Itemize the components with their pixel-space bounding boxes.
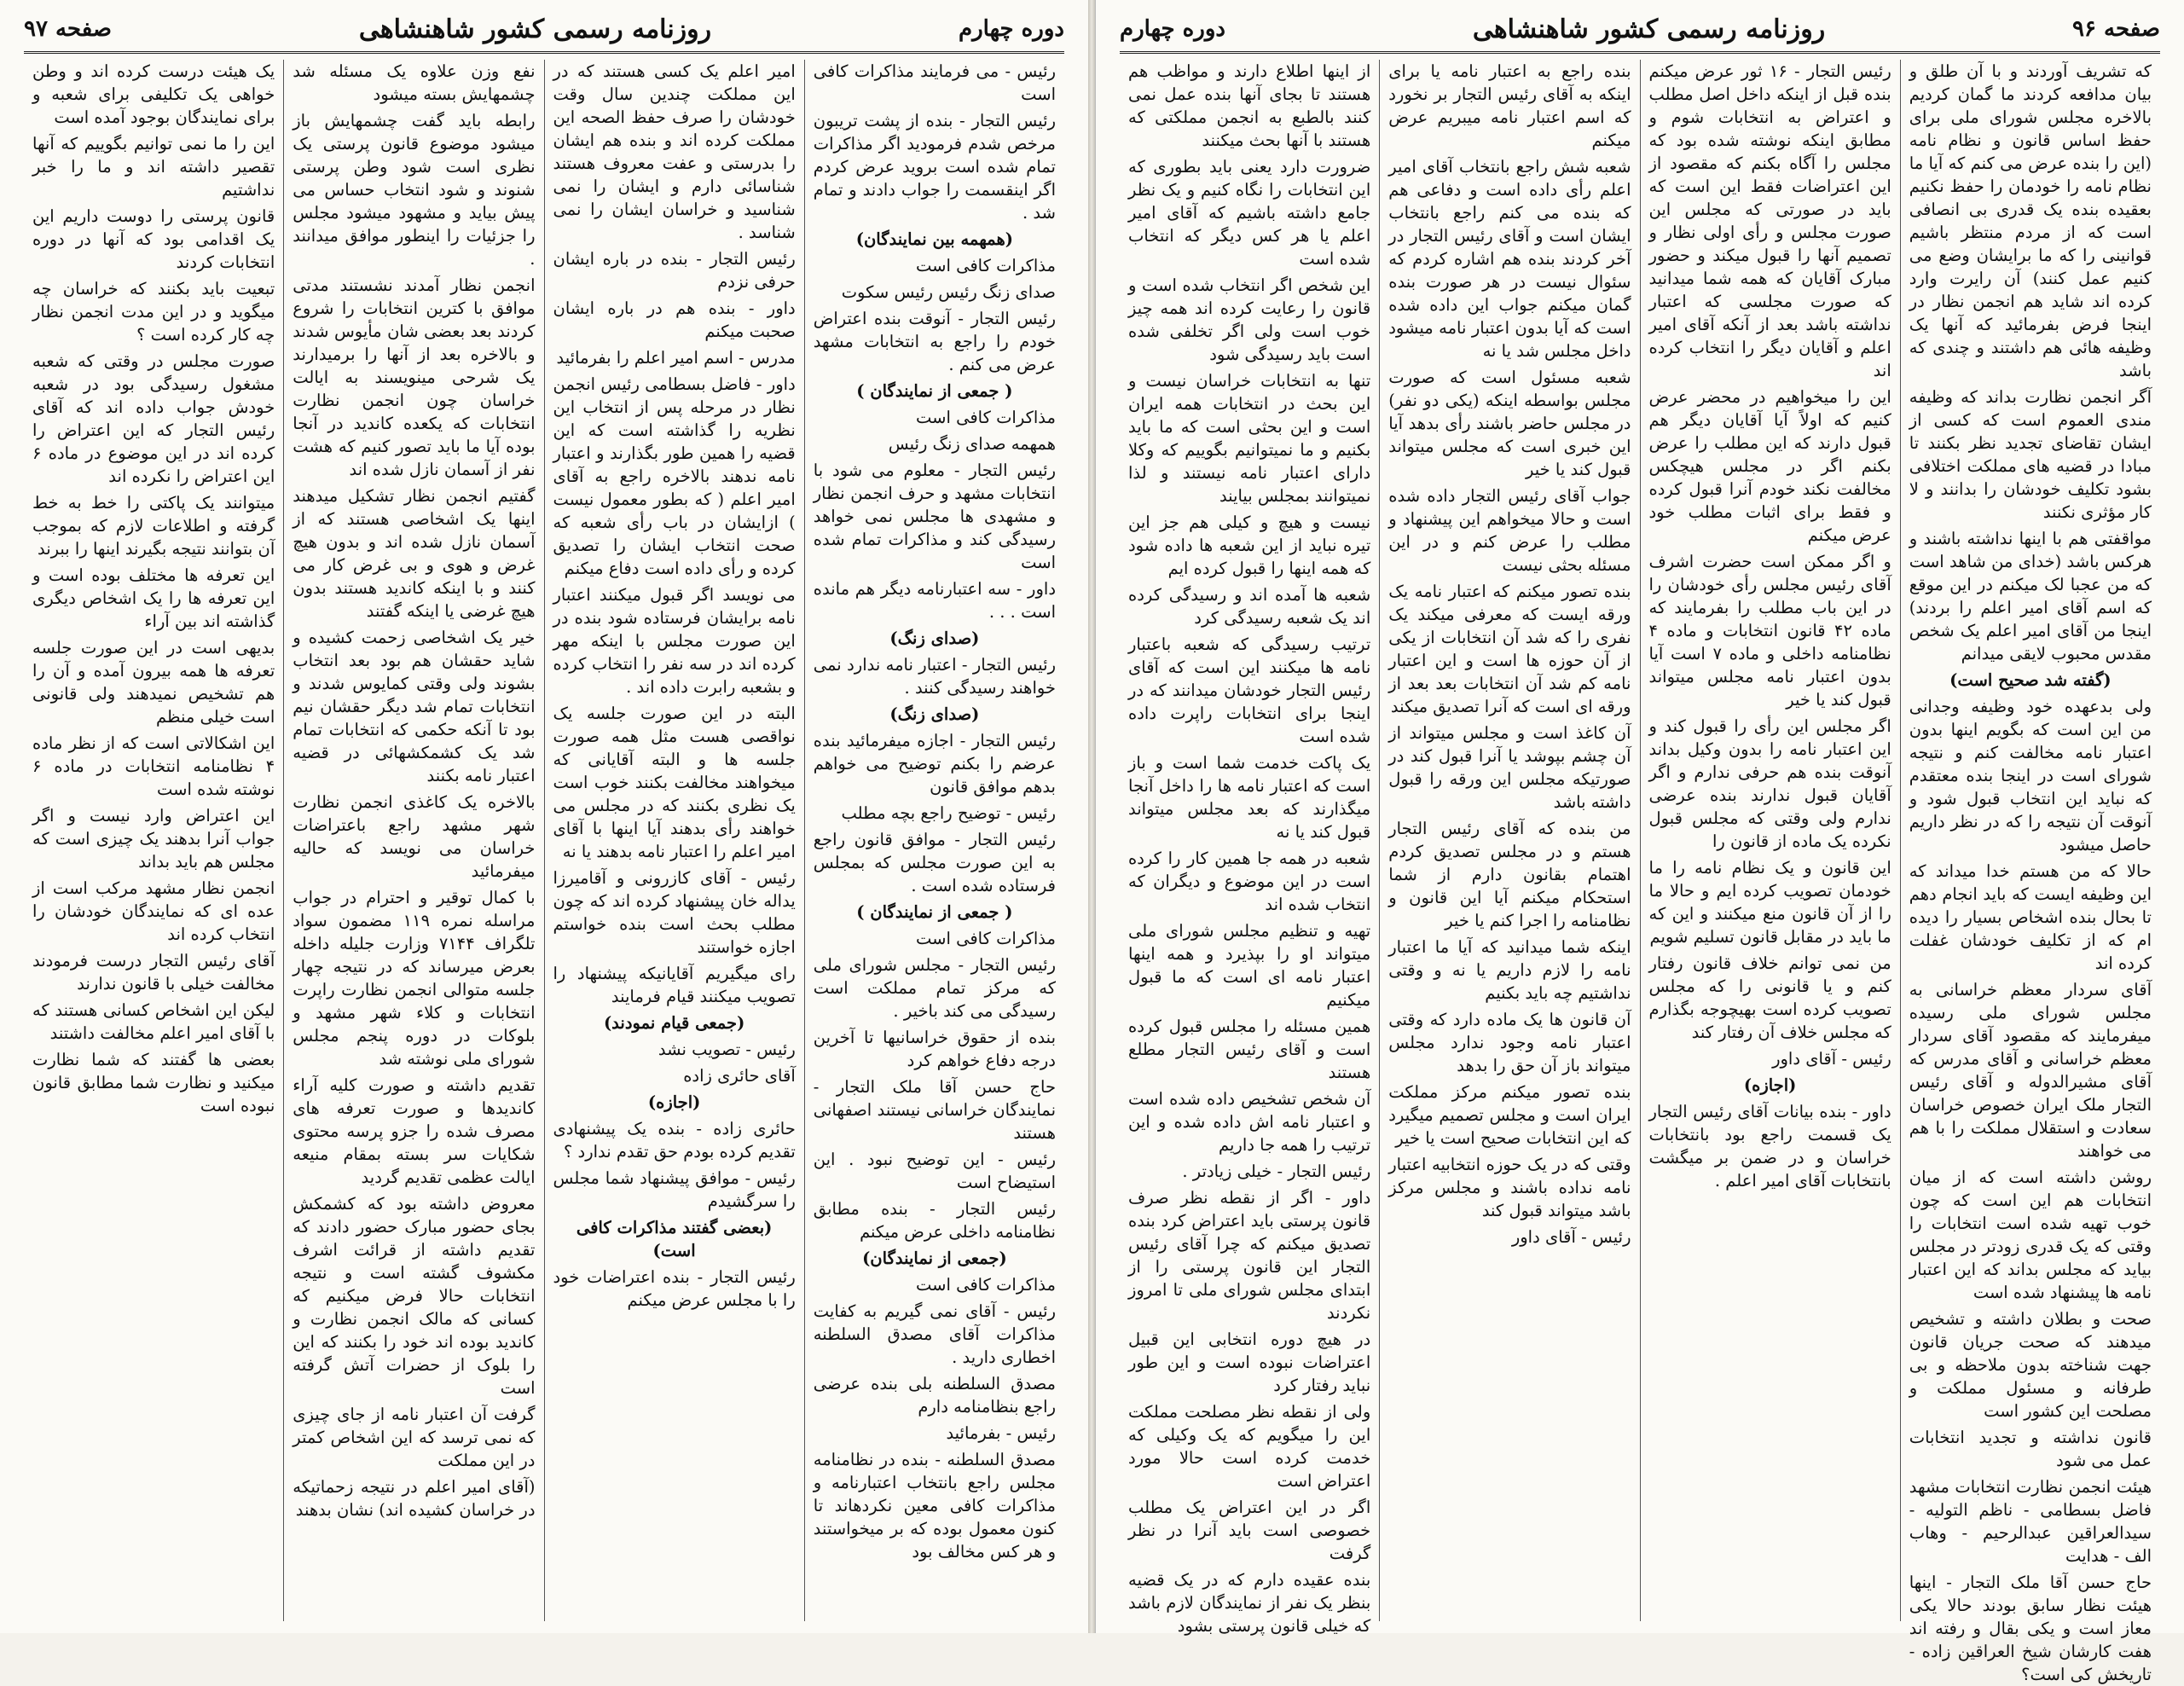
paragraph: خیر یک اشخاصی زحمت کشیده و شاید حقشان هم بود بعد انتخاب بشوند ولی وقتی کمایوس شدند و انتخابات تمام شد دیگر حقشان نیم بود تا آنکه حکمی که انتخابات تمام شد یک کشمکشهائی در قضیه اعتبار نامه بکنند [293,628,536,785]
paragraph: حائری زاده - بنده یک پیشنهادی تقدیم کرده بودم حق تقدم ندارد ؟ [553,1119,796,1162]
paragraph: رای میگیریم آقایانیکه پیشنهاد را تصویب میکنند قیام فرمایند [553,964,796,1006]
page-gutter [1088,0,1095,1633]
paragraph: رئیس - این توضیح نبود . این استیضاح است [813,1150,1056,1192]
paragraph: آقای رئیس التجار درست فرمودند مخالفت خیلی با قانون ندارند [32,951,275,994]
paragraph: آگر انجمن نظارت بداند که وظیفه مندی العموم است که کسی از ایشان تقاضای تجدید نظر بکنند تا مبادا در قضیه های مملکت اختلافی بشود تکلیف خودشان را بدانند و لا کار مؤثری نکنند [1909,387,2152,522]
paragraph: صدای زنگ رئیس رئیس سکوت [841,282,1056,302]
paragraph: رئیس - آقای نمی گیریم به کفایت مذاکرات آقای مصدق السلطنه اخطاری دارید . [813,1301,1056,1367]
paragraph: و اگر ممکن است حضرت اشرف آقای رئیس مجلس رأی خودشان را در این باب مطلب را بفرمایند که ماده ۴۲ قانون انتخابات و ماده ۴ نظامنامه داخلی و ماده ۷ است آیا بدون اعتبار نامه مجلس میتواند قبول کند یا خیر [1648,552,1891,710]
paragraph: بنده از حقوق خراسانیها تا آخرین درجه دفاع خواهم کرد [813,1028,1056,1070]
left-page-columns [24,60,1064,1621]
paragraph: (جمعی قیام نمودند) [603,1013,745,1033]
text-column [1900,60,2160,1684]
paragraph: رئیس - تصویب نشد [658,1040,796,1059]
paragraph: ضرورت دارد یعنی باید بطوری که این انتخابات را نگاه کنیم و یک نظر جامع داشته باشیم که آقای امیر اعلم یا هر کس دیگر که انتخاب شده است [1128,157,1371,269]
paragraph: حاج حسن آقا ملک التجار - اینها هیئت نظار سابق بودند حالا یکی معاز است و یکی بقال و رفته اند هفت کارشان شیخ العراقین زاده - تاریخش کی است؟ [1909,1573,2152,1684]
paragraph: مصدق السلطنه - بنده در نظامنامه مجلس راجع بانتخاب اعتبارنامه و مذاکرات کافی معین نکردهاند تا کنون معمول بوده که بر میخواستند و هر کس مخالف بود [813,1450,1056,1561]
paragraph: این شخص اگر انتخاب شده است و قانون را رعایت کرده اند همه چیز خوب است ولی اگر تخلفی شده است باید رسیدگی شود [1128,275,1371,364]
paragraph: در هیچ دوره انتخابی این قبیل اعتراضات نبوده است و این طور نباید رفتار کرد [1128,1330,1371,1395]
paragraph: رئیس التجار - اجازه میفرمائید بنده عرضم را بکنم توضیح می خواهم بدهم موافق قانون [813,731,1056,797]
paragraph: بعضی ها گفتند که شما نظارت میکنید و نظارت شما مطابق قانون نبوده است [32,1050,275,1115]
paragraph: آن کاغذ است و مجلس میتواند از آن چشم بپوشد یا آنرا قبول کند در صورتیکه مجلس این ورقه را قبول داشته باشد [1388,723,1631,812]
paragraph: داور - بنده بیانات آقای رئیس التجار یک قسمت راجع بود بانتخابات خراسان و در ضمن بر میگشت بانتخابات آقای امیر اعلم . [1648,1102,1891,1191]
paragraph: بنده راجع به اعتبار نامه یا برای اینکه به آقای رئیس التجار بر نخورد که اسم اعتبار نامه میبریم عرض میکنم [1388,61,1631,150]
paragraph: معروض داشته بود که کشمکش بجای حضور مبارک حضور دادند که تقدیم داشته از قرائت اشرف مکشوف گشته است و نتیجه انتخابات حالا فرض میکنیم که کسانی که مالک انجمن نظارت و کاندید بوده اند خود را بکنند که این را بلوک از حضرات آتش گرفته است [293,1194,536,1398]
newspaper-title: روزنامه رسمی کشور شاهنشاهی [1472,14,1826,44]
paragraph: جواب آقای رئیس التجار داده شده است و حالا میخواهم این پیشنهاد و مطلب را عرض کنم و در این مسئله بحثی نیست [1388,486,1631,575]
paragraph: رئیس التجار - بنده در باره ایشان حرفی نزدم [553,249,796,292]
paragraph: نیست و هیچ و کیلی هم جز این تیره نباید از این شعبه ها داده شود که همه اینها را قبول کرده ایم [1128,513,1371,578]
paragraph: رئیس التجار - بنده مطابق نظامنامه داخلی عرض میکنم [813,1199,1056,1242]
paragraph: انجمن نظار مشهد مرکب است از عده ای که نمایندگان خودشان را انتخاب کرده اند [32,878,275,944]
paragraph: نفع وزن علاوه یک مسئله شد چشمهایش بسته میشود [293,61,536,104]
paragraph: (اجازه) [647,1092,701,1112]
paragraph: داور - سه اعتبارنامه دیگر هم مانده است . . . [813,579,1056,622]
paragraph: امیر اعلم یک کسی هستند که در این مملکت چندین سال وقت خودشان را صرف حفظ الصحه این مملکت کرده اند و بنده هم ایشان را بدرستی و عفت معروف هستند شناسائی دارم و ایشان را نمی شناسید و خراسان ایشان را نمی شناسد . [553,61,796,242]
newspaper-title: روزنامه رسمی کشور شاهنشاهی [358,14,712,44]
paragraph: ( جمعی از نمایندگان ) [856,902,1013,922]
paragraph: این را ما نمی توانیم بگوییم که آنها تقصیر داشته اند و ما را خبر نداشتیم [32,134,275,200]
paragraph: رئیس التجار - معلوم می شود با انتخابات مشهد و حرف انجمن نظار و مشهدی ها مجلس نمی خواهد رسیدگی کند و مذاکرات تمام شده است [813,461,1056,572]
right-page-header [1120,7,2160,54]
paragraph: حالا که من هستم خدا میداند که این وظیفه ایست که باید انجام دهم تا بحال بنده اشخاص بسیار را دیده ام که از تکلیف خودشان غفلت کرده اند [1909,861,2152,973]
text-column [1379,60,1639,1621]
paragraph: داور - اگر از نقطه نظر صرف قانون پرستی باید اعتراض کرد بنده تصدیق میکنم که چرا آقای رئیس التجار این قانون پرستی را از ابتدای مجلس شورای ملی تا امروز نکردند [1128,1188,1371,1323]
paragraph: (همهمه بین نمایندگان) [855,229,1013,249]
paragraph: رئیس - آقای کازرونی و آقامیرزا یداله خان پیشنهاد کرده اند که چون مطلب بحث است بنده خواستم اجازه خواستند [553,868,796,957]
paragraph: مدرس - اسم امیر اعلم را بفرمائید [556,348,796,368]
paragraph: رئیس التجار - بنده اعتراضات خود را با مجلس عرض میکنم [553,1267,796,1310]
paragraph: همین مسئله را مجلس قبول کرده است و آقای رئیس التجار مطلع هستند [1128,1017,1371,1082]
paragraph: یک هیئت درست کرده اند و وطن خواهی یک تکلیفی برای شعبه و برای نمایندگان بوجود آمده است [32,61,275,127]
paragraph: داور - فاضل بسطامی رئیس انجمن نظار در مرحله پس از انتخاب این نظریه را گذاشته است که این قضیه را همین طور بگذارند و اعتبار نامه ندهند بالاخره راجع به آقای امیر اعلم ( که بطور معمول نیست ) ازایشان در باب رأی شعبه که صحت انتخاب ایشان را تصدیق کرده و رأی داده است دفاع میکنم [553,374,796,578]
paragraph: حاج حسن آقا ملک التجار - نمایندگان خراسانی نیستند اصفهانی هستند [813,1077,1056,1143]
paragraph: ولی بدعهده خود وظیفه وجدانی من این است که بگویم اینها بدون اعتبار نامه مخالفت کنم و نتیجه شورای است در اینجا بنده معتقدم که نباید این انتخاب قبول شود و آنوقت آن نتیجه را که در نظر داریم حاصل میشود [1909,697,2152,855]
paragraph: ولی از نقطه نظر مصلحت مملکت این را میگویم که یک وکیلی که خدمت کرده است حالا مورد اعتراض است [1128,1402,1371,1491]
page-number: صفحه ۹۶ [2072,16,2160,42]
paragraph: روشن داشته است که از میان انتخابات هم این است که چون خوب تهیه شده است انتخابات را وقتی که یک قدری زودتر در مجلس بیاید که مجلس بداند که این اعتبار نامه ها پیشنهاد شده است [1909,1167,2152,1302]
paragraph: رئیس التجار - آنوقت بنده اعتراض خودم را راجع به انتخابات مشهد عرض می کنم . [813,309,1056,374]
paragraph: من نمی توانم خلاف قانون رفتار کنم و یا قانونی را که مجلس تصویب کرده است بهیچوجه بگذارم که مجلس خلاف آن رفتار کند [1648,953,1891,1042]
paragraph: آقای سردار معظم خراسانی به مجلس شورای ملی رسیده میفرمایند که مقصود آقای سردار معظم خراسانی و آقای مدرس که آقای مشیرالدوله و آقای رئیس التجار ملک ایران خصوص خراسان سعادت و استقلال مملکت را با هم می خواهند [1909,980,2152,1161]
paragraph: رئیس - توضیح راجع بچه مطلب [841,803,1056,823]
paragraph: مذاکرات کافی است [915,929,1056,948]
paragraph: مذاکرات کافی است [915,1275,1056,1295]
paragraph: انجمن نظار آمدند نشستند مدتی موافق با کترین انتخابات را شروع کردند بعد بعضی شان مأیوس شدند و بالاخره بعد از آنها را برمیدارند یک شرحی مینویسند به ایالت خراسان چون انجمن نظارت انتخابات که یکعده کاندید در آنجا بوده آیا ما باید تصور کنیم که هشت نفر از آسمان نازل شده اند [293,275,536,479]
paragraph: رئیس التجار - ۱۶ ثور عرض میکنم بنده قبل از اینکه داخل اصل مطلب و اعتراض به انتخابات شوم و مطابق اینکه نوشته شده بود که مجلس را آگاه بکنم که مقصود از این اعتراضات فقط این است که باید در صورتی که مجلس این صورت مجلس و رأی اولی نظار و تصمیم آنها را قبول میکند و حضور مبارک آقایان که همه شما میدانید که صورت مجلسی که اعتبار نداشته باشد بعد از آنکه آقای امیر اعلم و آقایان دیگر را انتخاب کرده اند [1648,61,1891,380]
paragraph: ترتیب رسیدگی که شعبه باعتبار نامه ها میکنند این است که آقای رئیس التجار خودشان میدانند که در اینجا برای انتخابات راپرت داده شده است [1128,634,1371,746]
paragraph: رئیس التجار - بنده از پشت تریبون مرخص شدم فرمودید اگر مذاکرات تمام شده است برويد عرض کردم اگر اینقسمت را جواب دادند و تمام شد . [813,111,1056,223]
paragraph: (جمعی از نمایندگان) [862,1249,1007,1268]
paragraph: ( جمعی از نمایندگان ) [856,381,1013,401]
paragraph: داور - بنده هم در باره ایشان صحبت میکنم [553,298,796,341]
paragraph: رئیس التجار - مجلس شورای ملی که مرکز تمام مملکت است رسیدگی می کند باخیر . [813,955,1056,1021]
paragraph: این را میخواهیم در محضر عرض کنیم که اولاً آیا آقایان دیگر هم قبول دارند که این مطلب را عرض بکنم اگر در مجلس هیچکس مخالفت نکند خودم آنرا قبول کرده و فقط برای اثبات مطلب خود عرض میکنم [1648,387,1891,545]
paragraph: من بنده که آقای رئیس التجار هستم و در مجلس تصدیق کردم اهتمام بقانون دارم از شما استحکام میکنم آیا این قانون و نظامنامه را اجرا کنم یا خیر [1388,819,1631,930]
paragraph: گفتیم انجمن نظار تشکیل میدهند اینها یک اشخاصی هستند که از آسمان نازل شده اند و بدون هیچ غرض و هوی و بی غرض کار می کنند و با اینکه کاندید هستند بدون هیچ غرضی یا اینکه گفتند [293,486,536,621]
paragraph: اگر مجلس این رأی را قبول کند و این اعتبار نامه را بدون وکیل بداند آنوقت بنده هم حرفی ندارم و اگر آقایان قبول ندارند بنده عرضی ندارم ولی وقتی که مجلس قبول نکرده یک ماده از قانون را [1648,716,1891,851]
right-page-columns [1120,60,2160,1684]
paragraph: آقای حائری زاده [683,1066,796,1086]
paragraph: رئیس - آقای داور [1772,1049,1891,1069]
paragraph: رئیس التجار - موافق قانون راجع به این صورت مجلس که بمجلس فرستاده شده است . [813,830,1056,895]
paragraph: وقتی که در یک حوزه انتخابیه اعتبار نامه نداده باشند و مجلس مرکز باشد میتواند قبول کند [1388,1155,1631,1220]
paragraph: تبعیت باید بکنند که خراسان چه میگوید و در این مدت انجمن نظار چه کار کرده است ؟ [32,279,275,345]
paragraph: گرفت آن اعتبار نامه از جای چیزی که نمی ترسد که این اشخاص کمتر در این مملکت [293,1405,536,1470]
paragraph: مذاکرات کافی است [915,256,1056,275]
paragraph: (صدای زنگ) [889,704,980,724]
paragraph: اگر در این اعتراض یک مطلب خصوصی است باید آنرا در نظر گرفت [1128,1498,1371,1563]
paragraph: این اشکالاتی است که از نظر ماده ۴ نظامنامه انتخابات در ماده ۶ نوشته شده است [32,733,275,799]
paragraph: همهمه صدای زنگ رئیس [888,434,1056,454]
paragraph: صورت مجلس در وقتی که شعبه مشغول رسیدگی بود در شعبه خودش جواب داده اند که آقای رئیس التجار که این اعتراض را کرده اند در این موضوع در ماده ۶ این اعتراض را نکرده اند [32,351,275,486]
paragraph: بدیهی است در این صورت جلسه تعرفه ها همه بیرون آمده و آن را هم تشخیص نمیدهند ولی قانونی است خیلی منظم [32,638,275,727]
paragraph: بنده تصور میکنم که اعتبار نامه یک ورقه ایست که معرفی میکند یک نفری را که شد آن انتخابات از یکی از آن حوزه ها است و این اعتبار نامه کم شد آن انتخابات بعد بعد از ورقه ای است که آنرا تصدیق میکند [1388,582,1631,716]
paragraph: از اینها اطلاع دارند و مواظب هم هستند تا بجای آنها بنده عمل نمی کنند بالطبع به انجمن مملکتی که هستند با آنها بحث میکنند [1128,61,1371,150]
paragraph: شعبه در همه جا همین کار را کرده است در این موضوع و دیگران که انتخاب شده اند [1128,849,1371,914]
paragraph: مواقفتی هم با اینها نداشته باشند و هرکس باشد (خدای من شاهد است که من عجبا لک میکنم در این موقع که اسم آقای امیر اعلم را بردند) اینجا من آقای امیر اعلم یک شخص مقدس محبوب لایقی میدانم [1909,529,2152,663]
paragraph: این اعتراض وارد نیست و اگر جواب آنرا بدهند یک چیزی است که مجلس هم باید بداند [32,806,275,872]
paragraph: مصدق السلطنه بلی بنده عرضی راجع بنظامنامه دارم [813,1374,1056,1417]
right-page [1095,0,2184,1684]
paragraph: که تشریف آوردند و با آن طلق و بیان مدافعه کردند ما گمان کردیم بالاخره مجلس شورای ملی برای حفظ اساس قانون و نظام نامه (این را بنده عرض می کنم که آیا ما نظام نامه را خودمان را حفظ نکنیم بعقیده بنده یک قدری بی انصافی است که از مردم منتظر باشیم قوانینی را که ما برایشان وضع می کنیم عمل کنند) آن رایرت وارد کرده اند شاید هم انجمن نظار در اینجا فرض بفرمائید که آنها یک وظیفه هائی هم داشتند و چندی که باشد [1909,61,2152,380]
paragraph: رئیس - موافق پیشنهاد شما مجلس را سرگشیدم [553,1168,796,1211]
paragraph: رئیس - می فرمایند مذاکرات کافی است [813,61,1056,104]
paragraph: (گفته شد صحیح است) [1949,670,2112,690]
text-column [804,60,1064,1621]
text-column [544,60,804,1621]
paragraph: (صدای زنگ) [889,629,980,648]
text-column [1120,60,1379,1636]
paragraph: شعبه مسئول است که صورت مجلس بواسطه اینکه (یکی دو نفر) در مجلس حاضر باشند رأی بدهد آیا این خبری است که مجلس میتواند قبول کند یا خیر [1388,368,1631,479]
paragraph: (آقای امیر اعلم در نتیجه زحماتیکه در خراسان کشیده اند) نشان بدهند [293,1477,536,1520]
paragraph: این تعرفه ها مختلف بوده است و این تعرفه ها را یک اشخاص دیگری گذاشته اند بین آراء [32,565,275,631]
paragraph: با کمال توقیر و احترام در جواب مراسله نمره ۱۱۹ مضمون سواد تلگراف ۷۱۴۴ وزارت جلیله داخله بعرض میرساند که در نتیجه چهار جلسه متوالی انجمن نظارت راپرت انتخابات و کلاء شهر مشهد و بلوکات در دوره پنجم مجلس شورای ملی نوشته شد [293,888,536,1069]
paragraph: قانون پرستی را دوست داریم این یک اقدامی بود که آنها در دوره انتخابات کردند [32,206,275,272]
paragraph: (بعضی گفتند مذاکرات کافی است) [576,1218,773,1260]
paragraph: یک پاکت خدمت شما است و باز است که اعتبار نامه ها را داخل آنجا میگذارند که بعد مجلس میتواند قبول کند یا نه [1128,753,1371,842]
paragraph: تنها به انتخابات خراسان نیست و این بحث در انتخابات همه ایران است و این بحثی است که ما باید بکنیم و ما نمیتوانیم بگوییم که وکلا دارای اعتبار نامه نیستند و لذا نمیتوانند بمجلس بیایند [1128,371,1371,506]
paragraph: بالاخره یک کاغذی انجمن نظارت شهر مشهد راجع باعتراضات خراسان می نویسد که حالیه میفرمائید [293,792,536,881]
text-column [24,60,283,1621]
paragraph: آن قانون ها یک ماده دارد که وقتی اعتبار نامه وجود ندارد مجلس میتواند باز آن حق را بدهد [1388,1010,1631,1075]
paragraph: (اجازه) [1743,1075,1797,1095]
paragraph: مذاکرات کافی است [915,408,1056,427]
paragraph: بنده تصور میکنم مرکز مملکت ایران است و مجلس تصمیم میگیرد که این انتخابات صحیح است یا خیر [1388,1082,1631,1148]
paragraph: هیئت انجمن نظارت انتخابات مشهد فاضل بسطامی - ناظم التولیه - سیدالعراقین عبدالرحیم - وهاب الف - هدایت [1909,1477,2152,1566]
paragraph: میتوانند یک پاکتی را خط به خط گرفته و اطلاعات لازم که بموجب آن بتوانند نتیجه بگیرند اینها را ببرند [32,493,275,559]
paragraph: می نویسد اگر قبول میکنند اعتبار نامه برایشان فرستاده شود بنده در این صورت مجلس با اینکه مهر کرده اند در سه نفر را انتخاب کرده و بشعبه رابرت داده اند . [553,585,796,697]
paragraph: رئیس - بفرمائید [946,1423,1056,1443]
period-label: دوره چهارم [959,16,1064,42]
text-column [1640,60,1900,1621]
paragraph: تقدیم داشته و صورت کلیه آراء کاندیدها و صورت تعرفه های مصرف شده را جزو پرسه محتوی شکایات سر بسته بمقام منیعه ایالت عظمی تقدیم گردید [293,1075,536,1187]
text-column [283,60,543,1621]
paragraph: رئیس التجار - خیلی زیادتر . [1182,1162,1371,1181]
left-page-header [24,7,1064,54]
left-page [0,0,1089,1633]
paragraph: بنده عقیده دارم که در یک قضیه بنظر یک نفر از نمایندگان لازم باشد که خیلی قانون پرستی بشود [1128,1570,1371,1636]
paragraph: این قانون و یک نظام نامه را ما خودمان تصویب کرده ایم و حالا ما را از آن قانون منع میکنند و این که ما باید در مقابل قانون تسلیم شویم [1648,858,1891,947]
paragraph: رابطه باید گفت چشمهایش باز میشود موضوع قانون پرستی یک نظری است شود وطن پرستی شنوند و شود انتخاب حساس می پیش بیاید و مشهود میشود مجلس را جزئیات را اینطور موافق میدانند . [293,111,536,269]
paragraph: قانون نداشته و تجدید انتخابات عمل می شود [1909,1428,2152,1470]
paragraph: آن شخص تشخیص داده شده است و اعتبار نامه اش داده شده و این ترتیب را همه جا داریم [1128,1089,1371,1155]
page-number: صفحه ۹۷ [24,16,112,42]
period-label: دوره چهارم [1120,16,1225,42]
paragraph: اینکه شما میدانید که آیا ما اعتبار نامه را لازم داریم یا نه و وقتی نداشتیم چه باید بکنیم [1388,937,1631,1003]
paragraph: رئیس التجار - اعتبار نامه ندارد نمی خواهند رسیدگی کنند . [813,655,1056,698]
paragraph: البته در این صورت جلسه یک نواقصی هست مثل همه صورت جلسه ها و البته آقایانی که میخواهند مخالفت بکنند خوب است یک نظری بکنند که در مجلس می خواهند رأی بدهند آیا اینها با آقای امیر اعلم را اعتبار نامه بدهند یا نه [553,704,796,861]
paragraph: رئیس - آقای داور [1511,1227,1631,1247]
paragraph: شعبه شش راجع بانتخاب آقای امیر اعلم رأی داده است و دفاعی هم که بنده می کنم راجع بانتخاب ایشان است و آقای رئیس التجار در آخر کردند بنده هم اشاره کردم که سئوال نیست در هر صورت بنده گمان میکنم جواب این داده شده است که آیا بدون اعتبار نامه میشود داخل مجلس شد یا نه [1388,157,1631,361]
paragraph: صحت و بطلان داشته و تشخیص میدهند که صحت جریان قانون جهت شناخته بدون ملاحظه و بی طرفانه و مسئول مملکت و مصلحت این کشور است [1909,1309,2152,1421]
paragraph: شعبه ها آمده اند و رسیدگی کرده اند یک شعبه رسیدگی کرد [1128,585,1371,628]
paragraph: تهیه و تنظیم مجلس شورای ملی میتواند او را بپذیرد و همه اینها اعتبار نامه ای است که ما قبول میکنیم [1128,921,1371,1010]
paragraph: لیکن این اشخاص کسانی هستند که با آقای امیر اعلم مخالفت داشتند [32,1000,275,1043]
